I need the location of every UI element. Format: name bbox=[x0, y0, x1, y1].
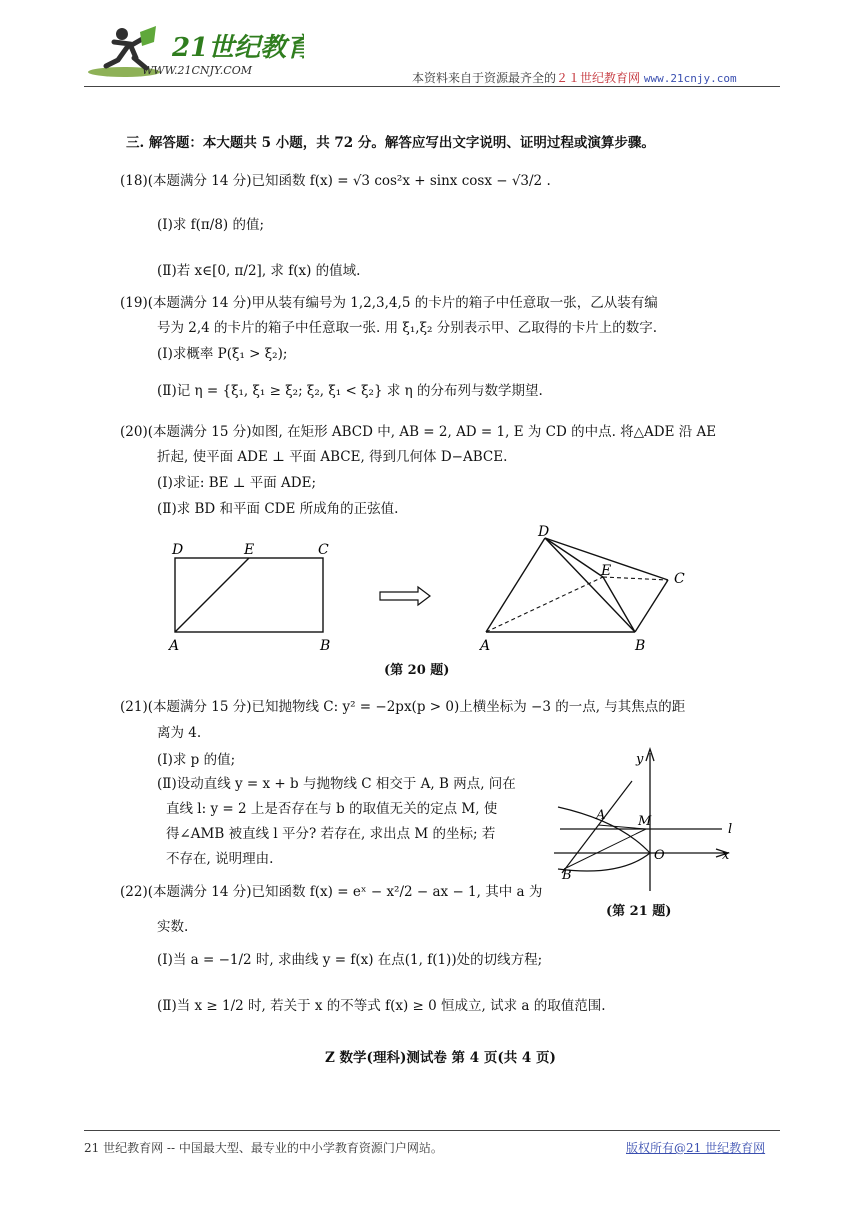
figure-21-caption: (第 21 题) bbox=[606, 904, 672, 919]
label-c: C bbox=[318, 542, 329, 558]
footer-divider bbox=[84, 1130, 780, 1131]
q19-part2: (Ⅱ)记 η = {ξ₁, ξ₁ ≥ ξ₂; ξ₂, ξ₁ < ξ₂} 求 η 的分布列与数学期望. bbox=[157, 383, 543, 399]
q20-part2: (Ⅱ)求 BD 和平面 CDE 所成角的正弦值. bbox=[157, 501, 399, 517]
logo-url: WWW.21CNJY.COM bbox=[142, 64, 252, 77]
q22-line1: (22)(本题满分 14 分)已知函数 f(x) = eˣ − x²/2 − ax − 1, 其中 a 为 bbox=[120, 884, 543, 900]
q21-part2c: 得∠AMB 被直线 l 平分? 若存在, 求出点 M 的坐标; 若 bbox=[166, 826, 496, 842]
label-e: E bbox=[244, 542, 255, 558]
label-c-solid: C bbox=[674, 571, 685, 587]
q21-part1: (Ⅰ)求 p 的值; bbox=[157, 752, 236, 768]
header-note-prefix: 本资料来自于资源最齐全的 bbox=[412, 71, 557, 85]
q19-line1: (19)(本题满分 14 分)甲从装有编号为 1,2,3,4,5 的卡片的箱子中任意取一张，乙从装有编 bbox=[120, 295, 658, 311]
q19-line2: 号为 2,4 的卡片的箱子中任意取一张. 用 ξ₁,ξ₂ 分别表示甲、乙取得的卡片上的数字. bbox=[157, 320, 657, 336]
figure-20 bbox=[160, 520, 720, 660]
q21-part2a: (Ⅱ)设动直线 y = x + b 与抛物线 C 相交于 A, B 两点, 问在 bbox=[157, 776, 516, 792]
q18-part1: (Ⅰ)求 f(π/8) 的值; bbox=[157, 217, 265, 233]
q19-part1: (Ⅰ)求概率 P(ξ₁ > ξ₂); bbox=[157, 346, 288, 362]
q22-part2: (Ⅱ)当 x ≥ 1/2 时, 若关于 x 的不等式 f(x) ≥ 0 恒成立, 试求 a 的取值范围. bbox=[157, 998, 606, 1014]
footer-site-description: 21 世纪教育网 -- 中国最大型、最专业的中小学教育资源门户网站。 bbox=[84, 1141, 443, 1155]
rectangle-abcd bbox=[175, 558, 323, 632]
figure-20-caption: (第 20 题) bbox=[384, 663, 450, 678]
label-b: B bbox=[320, 638, 331, 654]
q21-part2b: 直线 l: y = 2 上是否存在与 b 的取值无关的定点 M, 使 bbox=[166, 801, 498, 817]
label-e-solid: E bbox=[601, 563, 612, 579]
label-b: B bbox=[562, 868, 572, 883]
label-o: O bbox=[654, 848, 665, 863]
header-divider bbox=[84, 86, 780, 87]
header-note-url[interactable]: www.21cnjy.com bbox=[643, 72, 737, 85]
header-note-site[interactable]: ２１世纪教育网 bbox=[556, 71, 641, 85]
q21-part2d: 不存在, 说明理由. bbox=[166, 851, 274, 867]
folded-solid-d-abce bbox=[486, 538, 668, 632]
label-m: M bbox=[638, 814, 652, 829]
q20-line2: 折起, 使平面 ADE ⊥ 平面 ABCE, 得到几何体 D−ABCE. bbox=[157, 449, 508, 465]
q22-part1: (Ⅰ)当 a = −1/2 时, 求曲线 y = f(x) 在点(1, f(1))处的切线方程; bbox=[157, 952, 543, 968]
label-l: l bbox=[728, 822, 733, 837]
label-x: x bbox=[722, 848, 730, 863]
q21-line2: 离为 4. bbox=[157, 725, 202, 741]
logo-runner-icon bbox=[84, 22, 304, 84]
figure-21 bbox=[550, 745, 750, 895]
label-a: A bbox=[596, 808, 606, 823]
q20-line1: (20)(本题满分 15 分)如图, 在矩形 ABCD 中, AB = 2, AD = 1, E 为 CD 的中点. 将△ADE 沿 AE bbox=[120, 424, 717, 440]
footer-copyright-link[interactable]: 版权所有@21 世纪教育网 bbox=[626, 1141, 766, 1155]
q18-part2: (Ⅱ)若 x∈[0, π/2], 求 f(x) 的值域. bbox=[157, 263, 361, 279]
q22-line2: 实数. bbox=[157, 919, 189, 935]
q21-line1: (21)(本题满分 15 分)已知抛物线 C: y² = −2px(p > 0)上横坐标为 −3 的一点, 与其焦点的距 bbox=[120, 699, 686, 715]
logo-title: 21世纪教育 bbox=[172, 33, 304, 63]
page-number-footer: Z 数学(理科)测试卷 第 4 页(共 4 页) bbox=[325, 1050, 556, 1066]
site-logo bbox=[84, 22, 304, 84]
q20-part1: (Ⅰ)求证: BE ⊥ 平面 ADE; bbox=[157, 475, 317, 491]
label-d: D bbox=[172, 542, 184, 558]
label-a: A bbox=[169, 638, 180, 654]
label-a-solid: A bbox=[480, 638, 491, 654]
label-y: y bbox=[636, 752, 644, 767]
label-d-solid: D bbox=[538, 524, 550, 540]
section-title: 三. 解答题：本大题共 5 小题，共 72 分。解答应写出文字说明、证明过程或演算步骤。 bbox=[126, 135, 655, 151]
label-b-solid: B bbox=[635, 638, 646, 654]
q18-stem: (18)(本题满分 14 分)已知函数 f(x) = √3 cos²x + sinx cosx − √3/2 . bbox=[120, 173, 551, 189]
hollow-arrow-icon bbox=[380, 587, 430, 605]
segment-ae bbox=[175, 558, 249, 632]
header-source-note bbox=[412, 69, 737, 86]
